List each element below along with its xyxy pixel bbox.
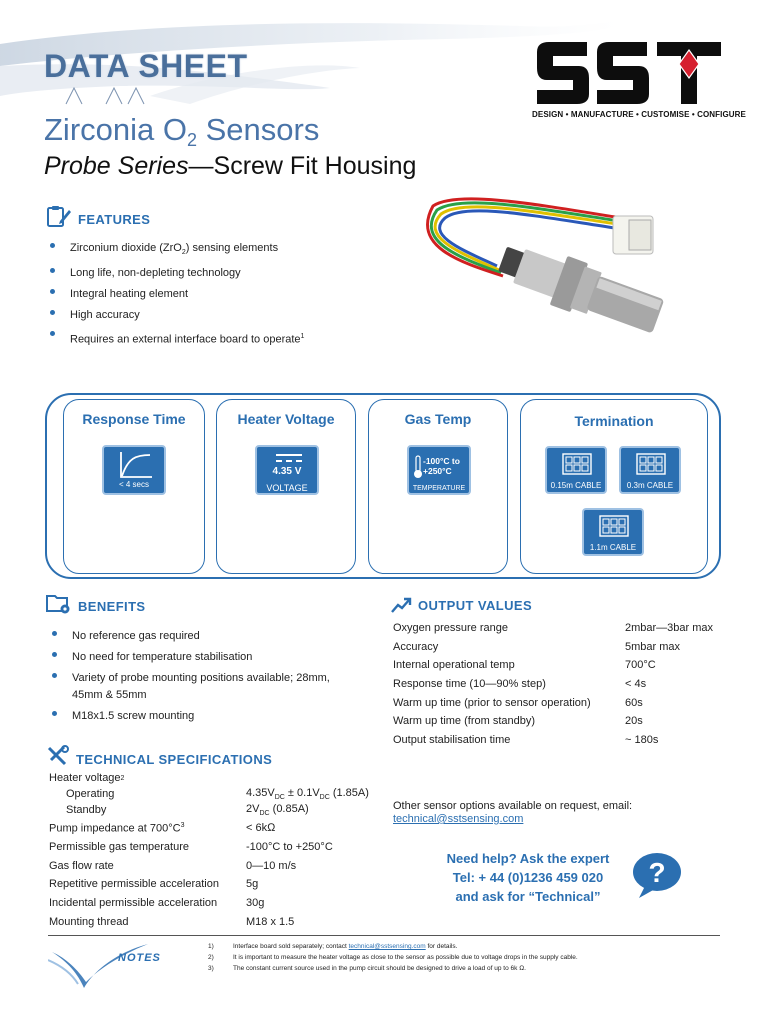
gas-temp-unit: TEMPERATURE <box>412 485 466 492</box>
product-title-pre: Zirconia O <box>44 112 187 147</box>
card-title: Response Time <box>82 411 186 427</box>
table-row: Response time (10—90% step) < 4s <box>393 678 647 691</box>
phone-number[interactable]: Tel: + 44 (0)1236 459 020 <box>452 870 604 885</box>
thermometer-icon <box>413 455 423 479</box>
table-row: Warm up time (from standby) 20s <box>393 715 643 728</box>
termination-option-tile <box>582 508 644 556</box>
table-row: Repetitive permissible acceleration 5g <box>49 878 259 891</box>
product-title <box>44 112 319 151</box>
list-item: Integral heating element <box>48 284 304 305</box>
note-item: 1) Interface board sold separately; contact technical@sstsensing.com for details. <box>208 943 458 950</box>
note-item: 2) It is important to measure the heater voltage as close to the sensor as possible due to voltage drops in the supply cable. <box>208 954 578 961</box>
table-row: Pump impedance at $700^\circ C^3$ < 6kΩ <box>49 821 276 835</box>
tools-icon <box>46 745 70 767</box>
folder-gear-icon <box>46 592 72 614</box>
benefits-heading-label: BENEFITS <box>78 598 146 614</box>
card-title: Heater Voltage <box>237 411 335 427</box>
datasheet-title: DATA SHEET <box>44 48 248 84</box>
series-description: —Screw Fit Housing <box>188 152 417 180</box>
heater-voltage-card <box>216 399 356 574</box>
help-bubble-icon <box>631 850 683 900</box>
output-values-heading <box>390 596 532 614</box>
notes-list <box>208 941 578 974</box>
heater-voltage-value: 4.35 V <box>272 466 302 477</box>
sst-logo <box>533 40 723 106</box>
table-row: Oxygen pressure range 2mbar—3bar max <box>393 622 714 635</box>
card-title: Gas Temp <box>404 411 472 427</box>
list-item: High accuracy <box>48 305 304 326</box>
list-item: M18x1.5 screw mounting <box>50 706 330 727</box>
features-list <box>48 238 304 351</box>
product-title-subscript: 2 <box>186 130 197 150</box>
table-row: Heater voltage 2 <box>49 772 125 784</box>
termination-card <box>520 399 708 574</box>
table-row: Operating $4.35V_{DC} \pm 0.1V_{DC}$ (1.85A) <box>66 786 369 802</box>
brand-tagline: DESIGN • MANUFACTURE • CUSTOMISE • CONFIGURE <box>532 110 746 119</box>
benefits-list <box>50 626 330 727</box>
gas-temp-card <box>368 399 508 574</box>
trend-up-icon <box>390 596 412 614</box>
dc-symbol-icon <box>274 452 304 464</box>
termination-option-label: 0.15m CABLE <box>550 481 602 490</box>
connector-icon <box>562 453 592 475</box>
notes-label: NOTES <box>118 952 161 964</box>
tech-specs-table <box>49 770 369 931</box>
list-item: Zirconium dioxide (ZrO$_2$) sensing elements <box>48 238 304 263</box>
sensor-product-image <box>405 196 705 366</box>
connector-icon <box>636 453 666 475</box>
tech-specs-heading-label: TECHNICAL SPECIFICATIONS <box>76 752 273 767</box>
table-row: Output stabilisation time ~ 180s <box>393 733 659 746</box>
table-row: Internal operational temp 700°C <box>393 659 656 672</box>
notes-swoosh-icon <box>48 940 178 990</box>
termination-option-tile <box>545 446 607 494</box>
response-time-card <box>63 399 205 574</box>
list-item: No need for temperature stabilisation <box>50 647 330 668</box>
termination-option-label: 0.3m CABLE <box>626 481 674 490</box>
table-row: Incidental permissible acceleration 30g <box>49 897 265 910</box>
note-item: 3) The constant current source used in the pump circuit should be designed to drive a load of up to 6k Ω. <box>208 965 526 972</box>
table-row: Mounting thread M18 x 1.5 <box>49 915 295 928</box>
features-heading <box>46 204 150 227</box>
question-mark-glyph: ? <box>648 857 666 888</box>
help-block <box>418 849 638 906</box>
response-time-tile <box>102 445 166 495</box>
product-title-post: Sensors <box>197 112 320 147</box>
termination-option-label: 1.1m CABLE <box>589 543 637 552</box>
table-row: Gas flow rate 0—10 m/s <box>49 859 297 872</box>
response-time-value: < 4 secs <box>118 480 149 489</box>
output-values-table <box>393 619 713 749</box>
list-item: Long life, non-depleting technology <box>48 263 304 284</box>
table-row: Permissible gas temperature -100°C to +250°C <box>49 841 333 854</box>
tech-specs-heading <box>46 744 272 767</box>
help-line: and ask for “Technical” <box>455 889 601 904</box>
list-item: Variety of probe mounting positions available; 28mm, 45mm & 55mm <box>50 668 330 704</box>
connector-icon <box>599 515 629 537</box>
list-item: Requires an external interface board to operate$^1$ <box>48 326 304 351</box>
email-link[interactable]: technical@sstsensing.com <box>393 813 524 825</box>
table-row: Warm up time (prior to sensor operation) 60s <box>393 696 643 709</box>
termination-option-tile <box>619 446 681 494</box>
other-options-text: Other sensor options available on request, email: technical@sstsensing.com <box>393 800 633 825</box>
gas-temp-tile <box>407 445 471 495</box>
note-email-link[interactable]: technical@sstsensing.com <box>348 943 426 950</box>
list-item: No reference gas required <box>50 626 330 647</box>
product-series <box>44 152 416 181</box>
benefits-heading <box>46 592 145 614</box>
table-row: Accuracy 5mbar max <box>393 640 681 653</box>
table-row: Standby $2V_{DC}$ (0.85A) <box>66 802 309 818</box>
series-name: Probe Series <box>44 152 189 180</box>
clipboard-icon <box>46 205 72 227</box>
heater-voltage-tile <box>255 445 319 495</box>
card-title: Termination <box>574 413 654 429</box>
notes-divider <box>48 935 720 936</box>
heater-voltage-unit: VOLTAGE <box>266 483 308 493</box>
response-curve-icon <box>118 450 154 480</box>
features-heading-label: FEATURES <box>78 212 151 227</box>
help-line: Need help? Ask the expert <box>446 851 610 866</box>
gas-temp-value: -100°C to +250°C <box>423 456 460 476</box>
output-values-heading-label: OUTPUT VALUES <box>418 597 533 613</box>
